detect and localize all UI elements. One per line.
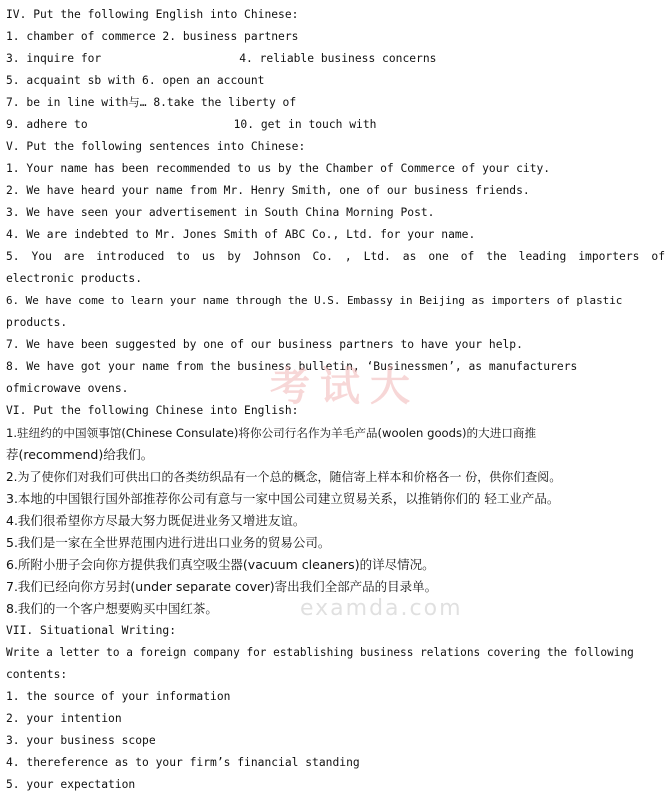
sentence-item: 6. We have come to learn your name through the U.S. Embassy in Beijing as importers of plastic xyxy=(6,294,623,307)
content-item: 1. the source of your information xyxy=(6,690,231,703)
writing-instruction-continuation: contents: xyxy=(6,668,68,681)
chinese-sentence: 8.我们的一个客户想要购买中国红茶。 xyxy=(6,601,218,616)
chinese-sentence-continuation: 荐(recommend)给我们。 xyxy=(6,447,154,462)
list-item-left: 9. adhere to xyxy=(6,118,88,131)
watermark-logo-text: 考试大 xyxy=(270,364,420,410)
content-item: 3. your business scope xyxy=(6,734,156,747)
list-item xyxy=(6,48,665,70)
sentence-item: 7. We have been suggested by one of our business partners to have your help. xyxy=(6,338,523,351)
chinese-sentence: 3.本地的中国银行国外部推荐你公司有意与一家中国公司建立贸易关系，以推销你们的 轻工业产品。 xyxy=(6,491,560,506)
sentence-item: 3. We have seen your advertisement in South China Morning Post. xyxy=(6,206,435,219)
section-vi-heading: VI. Put the following Chinese into English: xyxy=(6,404,299,417)
sentence-item: 1. Your name has been recommended to us by the Chamber of Commerce of your city. xyxy=(6,162,551,175)
writing-instruction: Write a letter to a foreign company for establishing business relations covering the following xyxy=(6,646,634,659)
sentence-item: 4. We are indebted to Mr. Jones Smith of ABC Co., Ltd. for your name. xyxy=(6,228,476,241)
list-item xyxy=(6,114,665,136)
watermark-url-text: examda.com xyxy=(300,596,463,621)
list-item: 5. acquaint sb with 6. open an account xyxy=(6,74,265,87)
section-v-heading: V. Put the following sentences into Chinese: xyxy=(6,140,306,153)
sentence-item: 5. You are introduced to us by Johnson Co. , Ltd. as one of the leading importers of xyxy=(6,250,665,263)
section-vii-heading: VII. Situational Writing: xyxy=(6,624,177,637)
list-item-left: 3. inquire for xyxy=(6,52,102,65)
chinese-sentence: 4.我们很希望你方尽最大努力既促进业务又增进友谊。 xyxy=(6,513,306,528)
chinese-sentence: 5.我们是一家在全世界范围内进行进出口业务的贸易公司。 xyxy=(6,535,331,550)
list-item: 1. chamber of commerce 2. business partners xyxy=(6,30,299,43)
sentence-item: 2. We have heard your name from Mr. Henry Smith, one of our business friends. xyxy=(6,184,530,197)
chinese-sentence: 7.我们已经向你方另封(under separate cover)寄出我们全部产品的目录单。 xyxy=(6,579,438,594)
sentence-continuation: electronic products. xyxy=(6,272,143,285)
list-item: 7. be in line with与… 8.take the liberty of xyxy=(6,96,297,109)
chinese-sentence: 6.所附小册子会向你方提供我们真空吸尘器(vacuum cleaners)的详尽情况。 xyxy=(6,557,435,572)
sentence-item: 8. We have got your name from the business bulletin, ‘Businessmen’, as manufacturers xyxy=(6,360,578,373)
sentence-continuation: ofmicrowave ovens. xyxy=(6,382,129,395)
content-item: 5. your expectation xyxy=(6,778,136,791)
content-item: 4. thereference as to your firm’s financial standing xyxy=(6,756,360,769)
section-iv-heading: IV. Put the following English into Chinese: xyxy=(6,8,299,21)
chinese-sentence: 2.为了使你们对我们可供出口的各类纺织品有一个总的概念，随信寄上样本和价格各一 份，供你们查阅。 xyxy=(6,470,562,484)
list-item-right: 4. reliable business concerns xyxy=(239,52,437,65)
content-item: 2. your intention xyxy=(6,712,122,725)
chinese-sentence: 1.驻纽约的中国领事馆(Chinese Consulate)将你公司行名作为羊毛产品(woolen goods)的大进口商推 xyxy=(6,426,537,440)
list-item-right: 10. get in touch with xyxy=(233,118,377,131)
sentence-continuation: products. xyxy=(6,316,68,329)
